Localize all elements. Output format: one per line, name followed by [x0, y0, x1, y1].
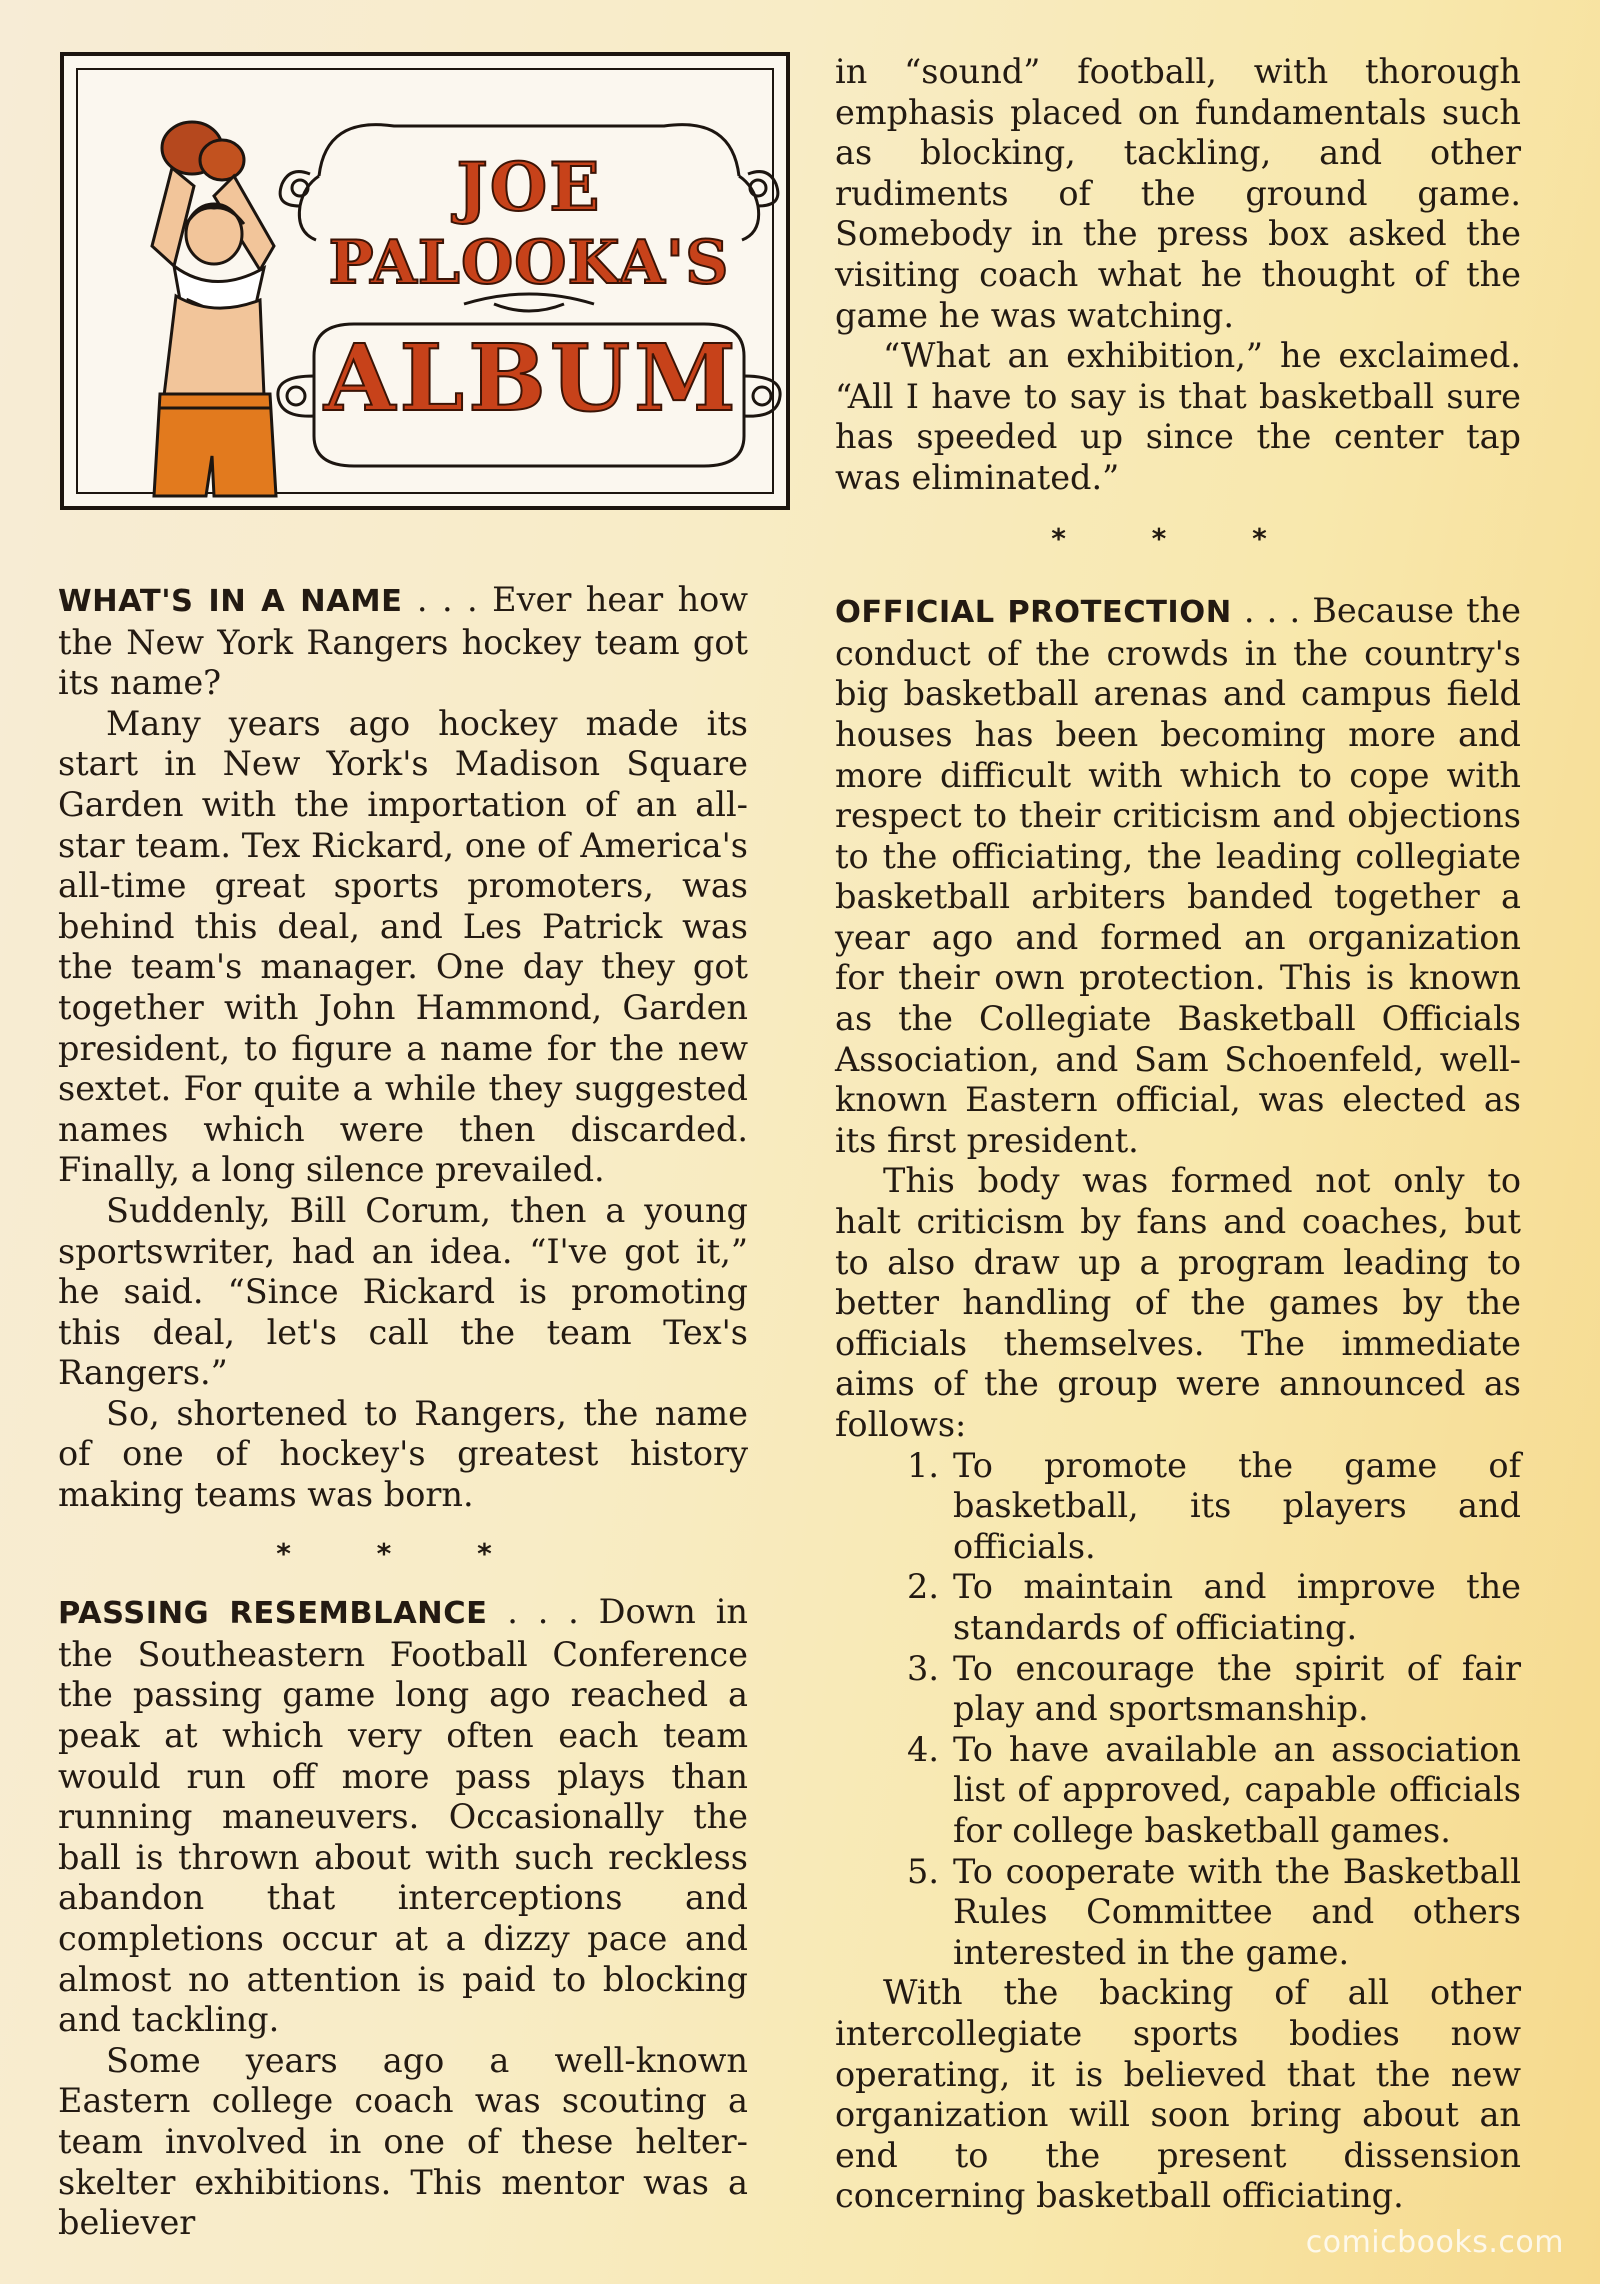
list-item-text: To maintain and improve the standards of officiating.: [953, 1567, 1521, 1647]
list-item: [835, 1446, 1521, 1568]
paragraph-quote: “What an exhibition,” he exclaimed. “All I have to say is that basketball sure has speeded up since the center tap was eliminated.”: [835, 336, 1521, 497]
aims-list: [835, 1446, 1521, 1974]
paragraph-continued: in “sound” football, with thorough emphasis placed on fundamentals such as blocking, tackling, and other rudiments of the ground game. Somebody in the press box asked the visiting coach what he thought of the game he was watching.: [835, 52, 1521, 335]
paragraph: Some years ago a well-known Eastern college coach was scouting a team involved in one of these helter-skelter exhibitions. This mentor was a believer: [58, 2040, 748, 2243]
paragraph: Suddenly, Bill Corum, then a young sportswriter, had an idea. “I've got it,” he said. “Since Rickard is promoting this deal, let's call the team Tex's Rangers.”: [58, 1190, 748, 1393]
section-lead-text: Ever hear how the New York Rangers hockey team got its name?: [58, 580, 748, 703]
title-line-album: ALBUM: [324, 324, 740, 432]
list-item-text: To encourage the spirit of fair play and sportsmanship.: [953, 1648, 1521, 1729]
list-item-number: 5.: [907, 1851, 939, 1891]
section-heading-passing-resemblance: PASSING RESEMBLANCE: [58, 1596, 488, 1632]
heading-ellipsis: . . .: [402, 580, 493, 619]
list-item-text: To promote the game of basketball, its players and officials.: [953, 1445, 1521, 1566]
section-passing-resemblance-lead: [58, 1592, 748, 2041]
paragraph: This body was formed not only to halt criticism by fans and coaches, but to also draw up a program leading to better handling of the games by the officials themselves. The immediate aims of the group were announced as follows:: [835, 1161, 1521, 1444]
section-lead-text: Down in the Southeastern Football Conference the passing game long ago reached a peak at which very often each team would run off more pass plays than running maneuvers. Occasionally the ball is thrown about with such reckless abandon that interceptions and completions occur at a dizzy pace and almost no attention is paid to blocking and tackling.: [58, 1592, 748, 2040]
paragraph: So, shortened to Rangers, the name of one of hockey's greatest history making teams was born.: [58, 1393, 748, 1515]
section-lead-text: Because the conduct of the crowds in the country's big basketball arenas and campus field houses has been becoming more and more difficult with which to cope with respect to their criticism and objections to the officiating, the leading collegiate basketball arbiters banded together a year ago and formed an organization for their own protection. This is known as the Collegiate Basketball Officials Association, and Sam Schoenfeld, well-known Eastern official, was elected as its first president.: [835, 591, 1522, 1160]
heading-ellipsis: . . .: [1231, 591, 1313, 631]
list-item-text: To have available an association list of approved, capable officials for college basketball games.: [953, 1729, 1521, 1850]
list-item-number: 3.: [907, 1648, 939, 1688]
section-heading-whats-in-a-name: WHAT'S IN A NAME: [58, 584, 403, 619]
paragraph-closing: With the backing of all other intercollegiate sports bodies now operating, it is believed that the new organization will soon bring about an end to the present dissension concerning basketball officiating.: [835, 1973, 1521, 2216]
section-official-protection-lead: [835, 591, 1521, 1161]
title-line-joe: JOE: [456, 148, 602, 226]
list-item-number: 4.: [907, 1729, 939, 1769]
paragraph: Many years ago hockey made its start in New York's Madison Square Garden with the importation of an all-star team. Tex Rickard, one of America's all-time great sports promoters, was behind this deal, and Les Patrick was the team's manager. One day they got together with John Hammond, Garden president, to figure a name for the new sextet. For quite a while they suggested names which were then discarded. Finally, a long silence prevailed.: [58, 703, 748, 1190]
section-heading-official-protection: OFFICIAL PROTECTION: [835, 595, 1232, 631]
list-item: [835, 1730, 1521, 1852]
boxer-illustration: [152, 122, 276, 496]
list-item: [835, 1567, 1521, 1648]
section-separator: * * *: [1051, 521, 1305, 555]
heading-ellipsis: . . .: [487, 1592, 599, 1632]
left-column: [58, 580, 748, 2244]
title-line-palookas: PALOOKA'S: [328, 228, 730, 298]
list-item-number: 2.: [907, 1567, 939, 1607]
right-column: [835, 52, 1521, 2217]
list-item-number: 1.: [907, 1445, 939, 1485]
title-panel: [60, 52, 790, 510]
list-item: [835, 1852, 1521, 1974]
section-whats-in-a-name-lead: [58, 580, 748, 704]
list-item-text: To cooperate with the Basketball Rules Committee and others interested in the game.: [953, 1851, 1521, 1972]
section-separator: * * *: [276, 1536, 530, 1570]
list-item: [835, 1649, 1521, 1730]
watermark: comicbooks.com: [1305, 2225, 1564, 2260]
